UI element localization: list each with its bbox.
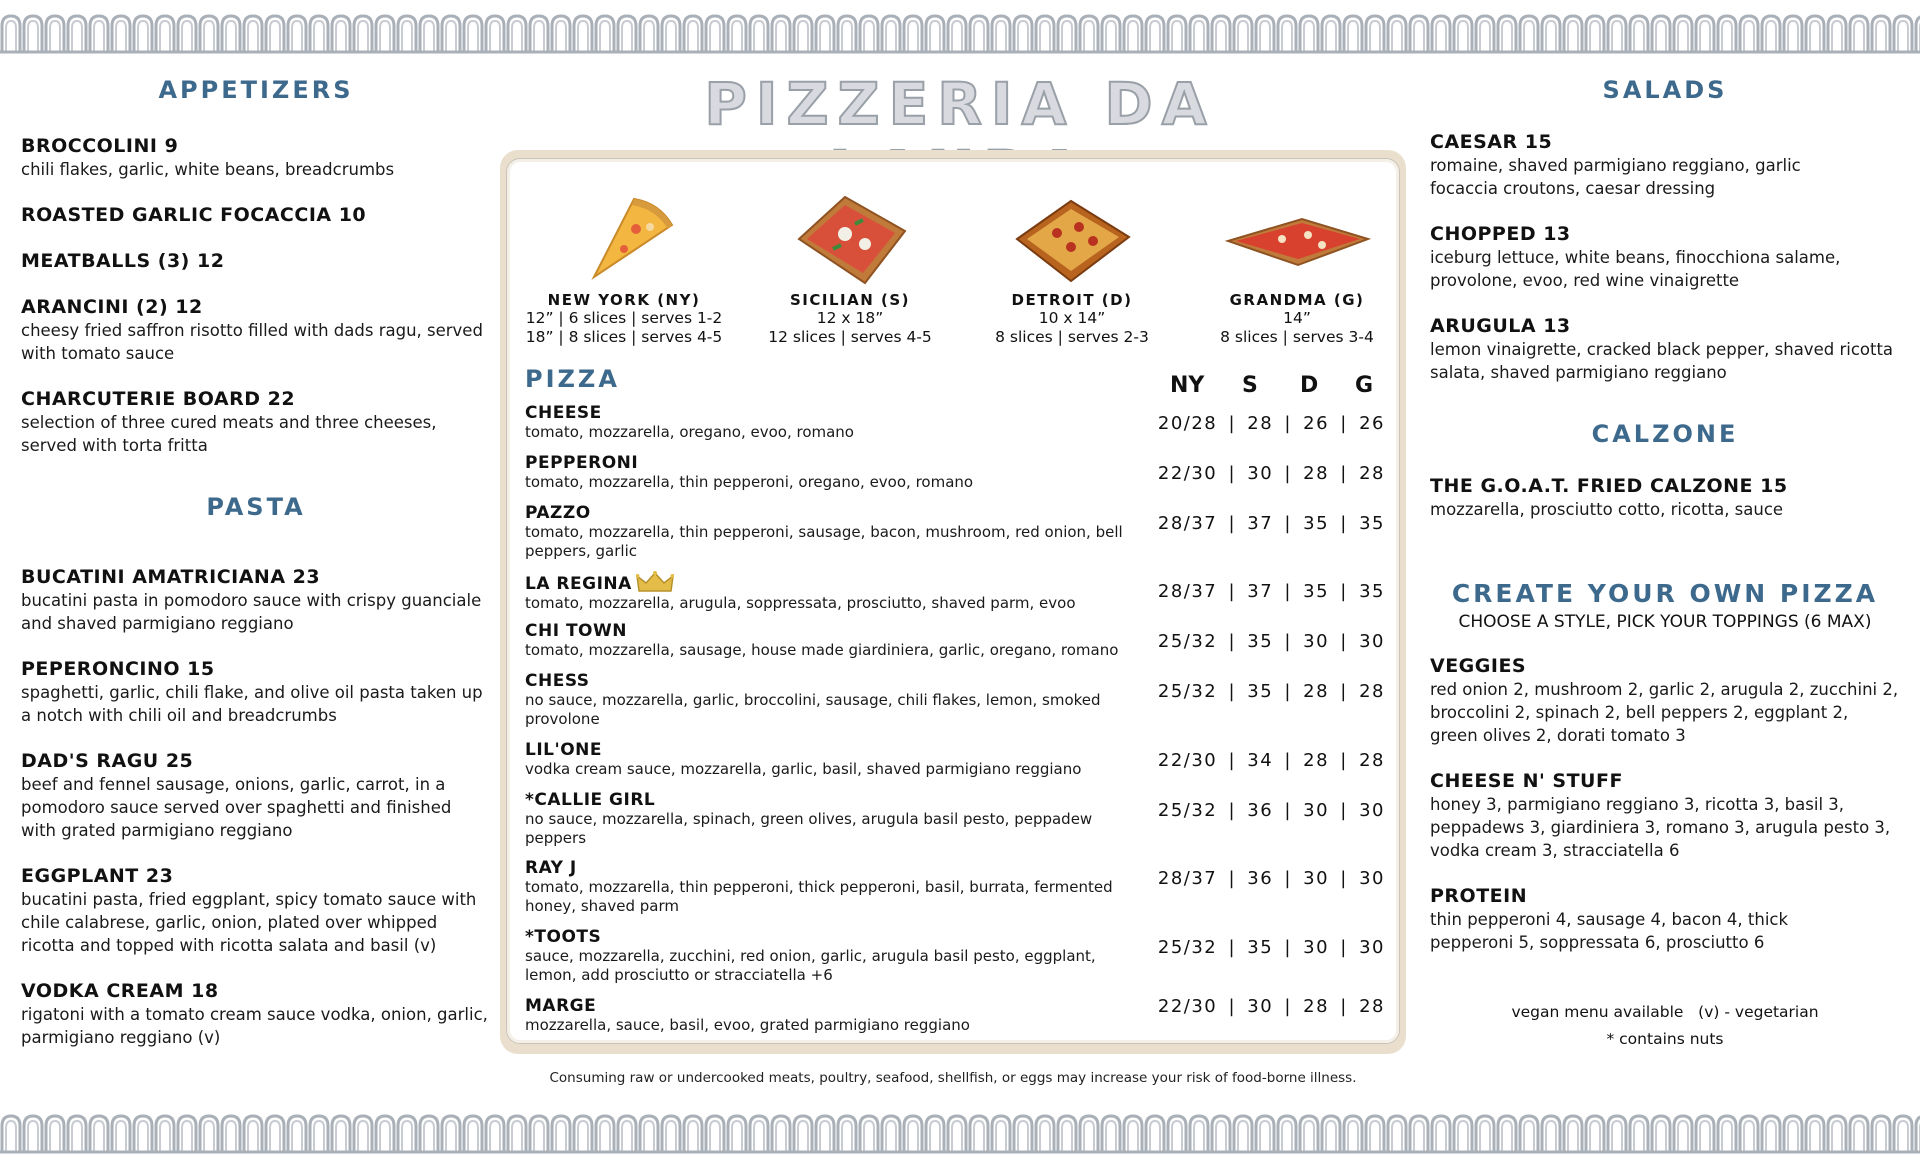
pizza-desc: tomato, mozzarella, thin pepperoni, thick pepperoni, basil, burrata, fermented honey, shaved parm bbox=[525, 878, 1113, 915]
style-new-york bbox=[509, 189, 739, 347]
pizza-name: RAY J bbox=[525, 858, 577, 878]
restaurant-title: PIZZERIA DA bbox=[704, 70, 1216, 138]
top-scallop-border bbox=[0, 12, 1920, 54]
pasta-desc: spaghetti, garlic, chili flake, and olive oil pasta taken up a notch with chili oil and breadcrumbs bbox=[21, 683, 483, 725]
price-header-ny: NY bbox=[1170, 373, 1205, 398]
style-info: 12” | 6 slices | serves 1-2 bbox=[525, 309, 723, 327]
style-name: GRANDMA (G) bbox=[1229, 291, 1365, 309]
pizza-desc: tomato, mozzarella, arugula, soppressata, prosciutto, shaved parm, evoo bbox=[525, 594, 1076, 612]
pasta-name: EGGPLANT 23 bbox=[21, 865, 174, 887]
pizza-desc: tomato, mozzarella, sausage, house made giardiniera, garlic, oregano, romano bbox=[525, 641, 1119, 659]
vegan-note: vegan menu available (v) - vegetarian bbox=[1511, 1003, 1819, 1021]
pasta-item bbox=[21, 979, 491, 1049]
pizza-row bbox=[525, 453, 1395, 492]
pizza-prices: 25/32 | 35 | 30 | 30 bbox=[1157, 631, 1385, 652]
salad-item bbox=[1430, 222, 1900, 292]
style-grandma bbox=[1182, 189, 1412, 347]
pizza-prices: 28/37 | 37 | 35 | 35 bbox=[1157, 513, 1385, 534]
pasta-heading: PASTA bbox=[206, 493, 306, 521]
bottom-scallop-border bbox=[0, 1112, 1920, 1154]
topping-group-name: CHEESE N' STUFF bbox=[1430, 770, 1623, 792]
menu-notes bbox=[1430, 999, 1900, 1053]
pizza-prices: 28/37 | 37 | 35 | 35 bbox=[1157, 581, 1385, 602]
pasta-desc: bucatini pasta, fried eggplant, spicy tomato sauce with chile calabrese, garlic, onion, plated over whipped ricotta and topped with ricotta salata and basil (v) bbox=[21, 890, 477, 955]
ny-slice-icon bbox=[564, 189, 684, 289]
salad-name: CHOPPED 13 bbox=[1430, 223, 1571, 245]
topping-group-name: VEGGIES bbox=[1430, 655, 1527, 677]
pasta-name: VODKA CREAM 18 bbox=[21, 980, 219, 1002]
appetizer-item bbox=[21, 249, 491, 273]
food-safety-disclaimer: Consuming raw or undercooked meats, poultry, seafood, shellfish, or eggs may increase your risk of food-borne illness. bbox=[549, 1070, 1357, 1086]
pizza-prices: 22/30 | 30 | 28 | 28 bbox=[1157, 996, 1385, 1017]
salad-desc: iceburg lettuce, white beans, finocchiona salame, provolone, evoo, red wine vinaigrette bbox=[1430, 248, 1841, 290]
pizza-desc: sauce, mozzarella, zucchini, red onion, garlic, arugula basil pesto, eggplant, lemon, add prosciutto or stracciatella +6 bbox=[525, 947, 1096, 984]
appetizer-name: BROCCOLINI 9 bbox=[21, 135, 179, 157]
pizza-desc: tomato, mozzarella, oregano, evoo, romano bbox=[525, 423, 854, 441]
style-name: NEW YORK (NY) bbox=[547, 291, 701, 309]
salads-heading: SALADS bbox=[1602, 76, 1728, 104]
style-info: 12 slices | serves 4-5 bbox=[768, 328, 932, 346]
topping-group-name: PROTEIN bbox=[1430, 885, 1528, 907]
pizza-panel-inner bbox=[506, 158, 1400, 1044]
pizza-desc: no sauce, mozzarella, garlic, broccolini, sausage, chili flakes, lemon, smoked provolone bbox=[525, 691, 1101, 728]
topping-group-desc: honey 3, parmigiano reggiano 3, ricotta 3, basil 3, peppadews 3, giardiniera 3, romano 3, arugula pesto 3, vodka cream 3, stracciatella 6 bbox=[1430, 795, 1891, 860]
pizza-row bbox=[525, 740, 1395, 779]
pizza-prices: 22/30 | 34 | 28 | 28 bbox=[1157, 750, 1385, 771]
pizza-row bbox=[525, 621, 1395, 660]
style-detroit bbox=[957, 189, 1187, 347]
create-your-own-heading: CREATE YOUR OWN PIZZA bbox=[1451, 579, 1879, 608]
pizza-row bbox=[525, 571, 1395, 613]
topping-group bbox=[1430, 654, 1900, 747]
salad-desc: lemon vinaigrette, cracked black pepper, shaved ricotta salata, shaved parmigiano reggiano bbox=[1430, 340, 1894, 382]
pasta-desc: bucatini pasta in pomodoro sauce with crispy guanciale and shaved parmigiano reggiano bbox=[21, 591, 482, 633]
salad-name: ARUGULA 13 bbox=[1430, 315, 1571, 337]
pizza-row bbox=[525, 503, 1395, 560]
create-your-own-subheading: CHOOSE A STYLE, PICK YOUR TOPPINGS (6 MAX) bbox=[1458, 612, 1872, 632]
pizza-row bbox=[525, 927, 1395, 984]
pizza-name: LA REGINA bbox=[525, 574, 632, 594]
left-column bbox=[21, 76, 491, 1071]
crown-icon bbox=[636, 571, 674, 593]
style-name: SICILIAN (S) bbox=[789, 291, 910, 309]
pizza-desc: tomato, mozzarella, thin pepperoni, sausage, bacon, mushroom, red onion, bell peppers, garlic bbox=[525, 523, 1123, 560]
pizza-row bbox=[525, 858, 1395, 915]
pasta-desc: rigatoni with a tomato cream sauce vodka, onion, garlic, parmigiano reggiano (v) bbox=[21, 1005, 488, 1047]
sicilian-pizza-icon bbox=[785, 189, 915, 289]
appetizer-name: ROASTED GARLIC FOCACCIA 10 bbox=[21, 204, 367, 226]
calzone-item bbox=[1430, 474, 1900, 521]
pizza-row bbox=[525, 403, 1395, 442]
appetizer-name: CHARCUTERIE BOARD 22 bbox=[21, 388, 296, 410]
style-info: 8 slices | serves 3-4 bbox=[1220, 328, 1374, 346]
topping-group bbox=[1430, 884, 1900, 954]
pasta-item bbox=[21, 749, 491, 842]
appetizer-name: ARANCINI (2) 12 bbox=[21, 296, 203, 318]
pizza-name: MARGE bbox=[525, 996, 597, 1016]
pasta-desc: beef and fennel sausage, onions, garlic, carrot, in a pomodoro sauce served over spaghetti and finished with grated parmigiano reggiano bbox=[21, 775, 452, 840]
appetizer-item bbox=[21, 203, 491, 227]
pizza-panel bbox=[500, 150, 1406, 1054]
style-info: 14” bbox=[1283, 309, 1311, 327]
salad-item bbox=[1430, 130, 1900, 200]
topping-group-desc: red onion 2, mushroom 2, garlic 2, arugula 2, zucchini 2, broccolini 2, spinach 2, bell peppers 2, eggplant 2, green olives 2, dorati tomato 3 bbox=[1430, 680, 1899, 745]
pizza-name: CHI TOWN bbox=[525, 621, 627, 641]
pizza-prices: 22/30 | 30 | 28 | 28 bbox=[1157, 463, 1385, 484]
pizza-row bbox=[525, 790, 1395, 847]
topping-group-desc: thin pepperoni 4, sausage 4, bacon 4, thick pepperoni 5, soppressata 6, prosciutto 6 bbox=[1430, 910, 1789, 952]
appetizer-item bbox=[21, 387, 491, 457]
salad-desc: romaine, shaved parmigiano reggiano, garlic focaccia croutons, caesar dressing bbox=[1430, 156, 1801, 198]
pizza-desc: vodka cream sauce, mozzarella, garlic, basil, shaved parmigiano reggiano bbox=[525, 760, 1082, 778]
salad-name: CAESAR 15 bbox=[1430, 131, 1553, 153]
pizza-prices: 25/32 | 35 | 28 | 28 bbox=[1157, 681, 1385, 702]
pizza-name: *CALLIE GIRL bbox=[525, 790, 656, 810]
pizza-name: PAZZO bbox=[525, 503, 591, 523]
pasta-name: BUCATINI AMATRICIANA 23 bbox=[21, 566, 321, 588]
pizza-prices: 20/28 | 28 | 26 | 26 bbox=[1157, 413, 1385, 434]
pizza-prices: 28/37 | 36 | 30 | 30 bbox=[1157, 868, 1385, 889]
pizza-prices: 25/32 | 35 | 30 | 30 bbox=[1157, 937, 1385, 958]
pizza-name: CHEESE bbox=[525, 403, 602, 423]
pizza-desc: tomato, mozzarella, thin pepperoni, oregano, evoo, romano bbox=[525, 473, 974, 491]
topping-group bbox=[1430, 769, 1900, 862]
appetizer-item bbox=[21, 134, 491, 181]
calzone-heading: CALZONE bbox=[1591, 420, 1739, 448]
pizza-desc: no sauce, mozzarella, spinach, green olives, arugula basil pesto, peppadew peppers bbox=[525, 810, 1093, 847]
style-info: 10 x 14” bbox=[1038, 309, 1106, 327]
pizza-name: CHESS bbox=[525, 671, 590, 691]
pizza-desc: mozzarella, sauce, basil, evoo, grated parmigiano reggiano bbox=[525, 1016, 970, 1034]
style-sicilian bbox=[735, 189, 965, 347]
pizza-row bbox=[525, 671, 1395, 728]
appetizer-desc: chili flakes, garlic, white beans, breadcrumbs bbox=[21, 160, 395, 179]
style-info: 12 x 18” bbox=[816, 309, 884, 327]
salad-item bbox=[1430, 314, 1900, 384]
price-header-d: D bbox=[1300, 373, 1319, 398]
appetizers-heading: APPETIZERS bbox=[158, 76, 354, 104]
style-name: DETROIT (D) bbox=[1011, 291, 1133, 309]
pizza-name: *TOOTS bbox=[525, 927, 602, 947]
pasta-item bbox=[21, 864, 491, 957]
appetizer-name: MEATBALLS (3) 12 bbox=[21, 250, 225, 272]
pasta-name: PEPERONCINO 15 bbox=[21, 658, 215, 680]
right-column bbox=[1430, 76, 1900, 976]
pizza-prices: 25/32 | 36 | 30 | 30 bbox=[1157, 800, 1385, 821]
appetizer-desc: selection of three cured meats and three cheeses, served with torta fritta bbox=[21, 413, 437, 455]
price-header-g: G bbox=[1355, 373, 1374, 398]
grandma-pizza-icon bbox=[1222, 189, 1372, 289]
price-header-s: S bbox=[1242, 373, 1258, 398]
calzone-desc: mozzarella, prosciutto cotto, ricotta, sauce bbox=[1430, 500, 1784, 519]
pizza-row bbox=[525, 996, 1395, 1035]
pizza-name: LIL'ONE bbox=[525, 740, 602, 760]
detroit-pizza-icon bbox=[1007, 189, 1137, 289]
pizza-name: PEPPERONI bbox=[525, 453, 639, 473]
style-info: 8 slices | serves 2-3 bbox=[995, 328, 1149, 346]
calzone-name: THE G.O.A.T. FRIED CALZONE 15 bbox=[1430, 475, 1788, 497]
pizza-heading: PIZZA bbox=[525, 365, 620, 393]
pasta-item bbox=[21, 565, 491, 635]
appetizer-item bbox=[21, 295, 491, 365]
style-info: 18” | 8 slices | serves 4-5 bbox=[525, 328, 723, 346]
pasta-name: DAD'S RAGU 25 bbox=[21, 750, 194, 772]
appetizer-desc: cheesy fried saffron risotto filled with dads ragu, served with tomato sauce bbox=[21, 321, 483, 363]
nuts-note: * contains nuts bbox=[1606, 1030, 1724, 1048]
pasta-item bbox=[21, 657, 491, 727]
